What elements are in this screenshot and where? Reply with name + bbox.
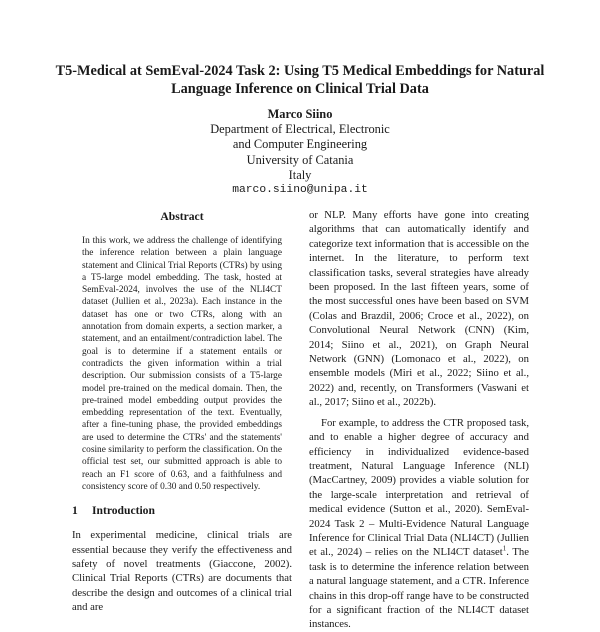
author-block — [150, 107, 450, 198]
intro-paragraph-left: In experimental medicine, clinical trials are essential because they verify the effectiveness and safety of novel treatments (Giaccone, 2002). Clinical Trial Reports (CTRs) are documents that describe the design and outcomes of a clinical trial and are — [72, 529, 292, 614]
paper-title: T5-Medical at SemEval-2024 Task 2: Using T5 Medical Embeddings for Natural Language Inference on Clinical Trial Data — [55, 63, 545, 97]
footnote-marker[interactable]: 1 — [502, 544, 507, 553]
section-number: 1 — [72, 504, 78, 518]
section-heading-introduction — [72, 504, 292, 518]
abstract-text: In this work, we address the challenge of identifying the inference relation between a plain language statement and Clinical Trial Reports (CTRs) by using a T5-large model embedding. The task, hosted at SemEval-2024, involves the use of the NLI4CT dataset (Jullien et al., 2023a). Each instance in the dataset has one or two CTRs, along with an annotation from domain experts, a section marker, a statement, and an entailment/contradiction label. The goal is to determine if a statement entails or contradicts the given information within a trial description. Our submission consists of a T5-large model pre-trained on the medical domain. Then, the pre-trained model embedding output provides the embedding representation of the text. Eventually, after a fine-tuning phase, the provided embeddings are used to determine the CTRs' and the statements' cosine similarity to perform the classification. On the official test set, our submitted approach is able to reach an F1 score of 0.63, and a faithfulness and consistency score of 0.30 and 0.50 respectively. — [82, 236, 282, 492]
right-column — [309, 208, 529, 632]
affiliation-line: Italy — [288, 167, 312, 182]
affiliation-line: Department of Electrical, Electronic — [210, 122, 390, 137]
affiliation-line: University of Catania — [246, 152, 354, 167]
intro-paragraph-right-1: or NLP. Many efforts have gone into creating algorithms that can automatically identify and categorize text information that is accessible on the internet. In the literature, to perform text classification tasks, several strategies have already been proposed. In the last fifteen years, some of the most successful ones have been based on SVM (Colas and Brazdil, 2006; Croce et al., 2022), on Convolutional Neural Network (CNN) (Kim, 2014; Siino et al., 2021), on Graph Neural Network (GNN) (Lomonaco et al., 2022), on ensemble models (Miri et al., 2022; Siino et al., 2022) and, recently, on Transformers (Vaswani et al., 2017; Siino et al., 2022b). — [309, 209, 529, 409]
affiliation-line: and Computer Engineering — [232, 137, 368, 152]
paragraph-text: For example, to address the CTR proposed task, and to enable a higher degree of accuracy and efficiency in individualized evidence-based treatment, Natural Language Inference (NLI) (MacCartney, 2009) provides a viable solution for the large-scale interpretation and retrieval of medical evidence (Sutton et al., 2020). SemEval-2024 Task 2 – Multi-Evidence Natural Language Inference for Clinical Trial Data (NLI4CT) (Jullien et al., 2024) – relies on the NLI4CT dataset — [309, 416, 529, 559]
paragraph-text-continued: . The task is to determine the inference relation between a natural language statement, and a CTR. Inference chains in this drop-off range have to be constructed for a significant fraction of the NLI4CT dataset instances. — [309, 546, 529, 631]
left-column — [72, 210, 292, 615]
abstract-heading: Abstract — [160, 210, 204, 223]
author-name: Marco Siino — [267, 107, 333, 121]
section-title: Introduction — [92, 504, 155, 518]
intro-paragraph-right-2 — [309, 416, 529, 632]
author-email[interactable]: marco.siino@unipa.it — [232, 184, 368, 197]
